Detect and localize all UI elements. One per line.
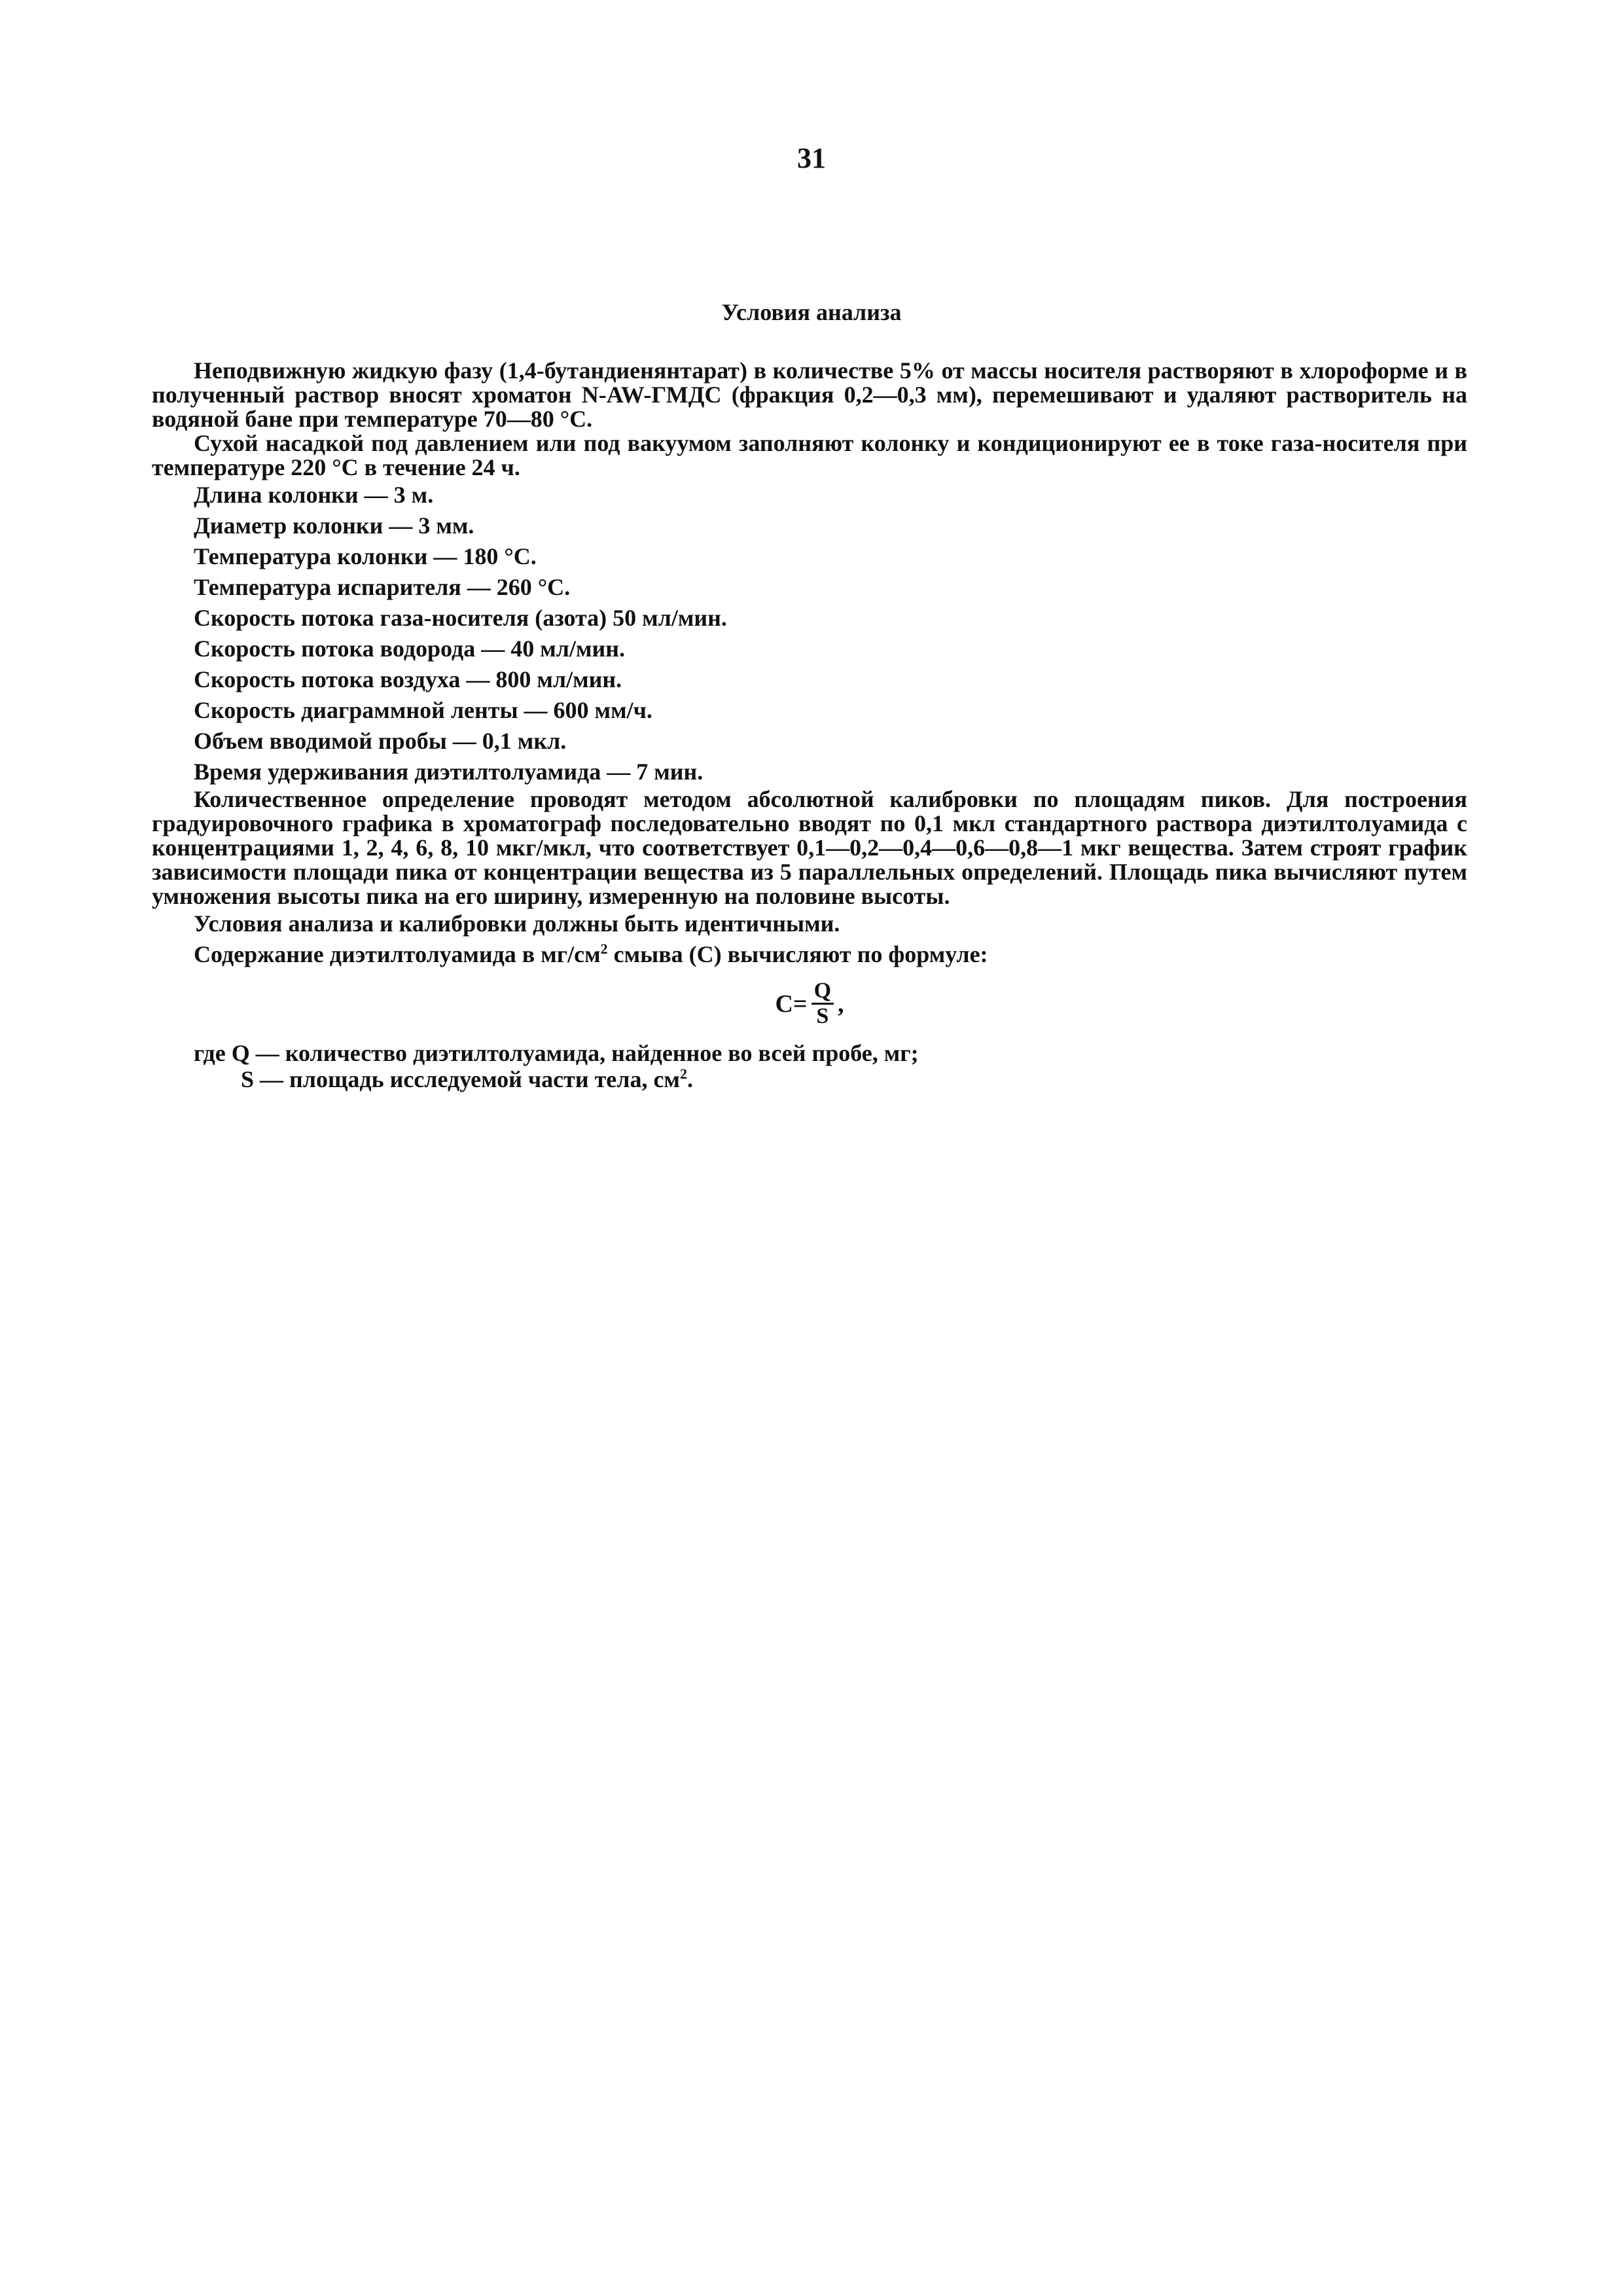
condition-column-temperature: Температура колонки — 180 °С. bbox=[194, 543, 537, 569]
definition-s-text: S — площадь исследуемой части тела, см bbox=[241, 1066, 680, 1092]
section-title: Условия анализа bbox=[721, 299, 902, 325]
content-text-before: Содержание диэтилтолуамида в мг/см bbox=[194, 941, 601, 967]
formula-definitions bbox=[152, 1040, 1467, 1092]
paragraph-identical-conditions: Условия анализа и калибровки должны быть идентичными. bbox=[194, 910, 840, 937]
definition-s-end: . bbox=[687, 1066, 693, 1092]
condition-sample-volume: Объем вводимой пробы — 0,1 мкл. bbox=[194, 728, 567, 754]
condition-carrier-gas-flow: Скорость потока газа-носителя (азота) 50 мл/мин. bbox=[194, 605, 727, 631]
paragraph-quantification: Количественное определение проводят методом абсолютной калибровки по площадям пиков. Для построения градуировочного графика в хроматограф последовательно вводят по 0,1 мкл стандартного раствора диэтилтолуамида с концентрациями 1, 2, 4, 6, 8, 10 мкг/мкл, что соответствует 0,1—0,2—0,4—0,6—0,8—1 мкг вещества. Затем строят график зависимости площади пика от концентрации вещества из 5 параллельных определений. Площадь пика вычисляют путем умножения высоты пика на его ширину, измеренную на половине высоты. bbox=[152, 786, 1467, 909]
condition-chart-speed: Скорость диаграммной ленты — 600 мм/ч. bbox=[194, 697, 652, 723]
formula bbox=[152, 979, 1467, 1028]
condition-evaporator-temperature: Температура испарителя — 260 °С. bbox=[194, 574, 571, 600]
formula-expression bbox=[775, 979, 844, 1028]
content-text-after: смыва (С) вычисляют по формуле: bbox=[607, 941, 988, 967]
formula-lhs: C bbox=[775, 990, 793, 1018]
formula-equals: = bbox=[793, 990, 808, 1018]
definition-q: где Q — количество диэтилтолуамида, найденное во всей пробе, мг; bbox=[194, 1040, 919, 1066]
formula-fraction bbox=[812, 979, 834, 1028]
paragraph-column-filling: Сухой насадкой под давлением или под вакуумом заполняют колонку и кондиционируют ее в токе газа-носителя при температуре 220 °С в течение 24 ч. bbox=[152, 430, 1467, 480]
formula-numerator: Q bbox=[813, 978, 832, 1003]
document-body bbox=[152, 359, 1467, 1092]
formula-denominator: S bbox=[816, 1004, 829, 1028]
content-superscript: 2 bbox=[600, 941, 608, 957]
condition-column-length: Длина колонки — 3 м. bbox=[194, 482, 434, 508]
formula-trailing-comma: , bbox=[838, 990, 844, 1018]
conditions-list bbox=[152, 480, 1467, 787]
paragraph-stationary-phase: Неподвижную жидкую фазу (1,4-бутандиенянтарат) в количестве 5% от массы носителя растворяют в хлороформе и в полученный раствор вносят хроматон N-AW-ГМДС (фракция 0,2—0,3 мм), перемешивают и удаляют растворитель на водяной бане при температуре 70—80 °С. bbox=[152, 357, 1467, 432]
page-number: 31 bbox=[797, 142, 826, 174]
condition-hydrogen-flow: Скорость потока водорода — 40 мл/мин. bbox=[194, 636, 625, 662]
definition-s bbox=[152, 1066, 1467, 1092]
paragraph-content-formula-intro bbox=[152, 939, 1467, 970]
condition-retention-time: Время удерживания диэтилтолуамида — 7 мин. bbox=[194, 759, 704, 785]
definition-s-superscript: 2 bbox=[679, 1066, 687, 1082]
condition-air-flow: Скорость потока воздуха — 800 мл/мин. bbox=[194, 666, 622, 692]
condition-column-diameter: Диаметр колонки — 3 мм. bbox=[194, 512, 474, 539]
